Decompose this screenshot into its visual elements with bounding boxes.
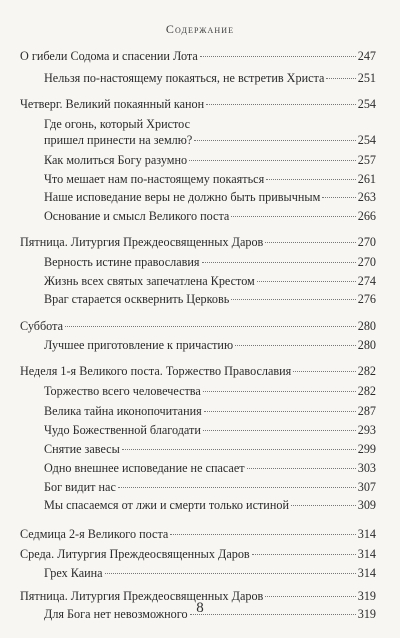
toc-entry [20,98,376,114]
toc-entry-page: 280 [357,319,376,333]
toc-entry-title: Основание и смысл Великого поста [44,209,230,223]
toc-entry-page: 282 [357,384,376,398]
toc-entry-title: Верность истине православия [44,255,200,269]
toc-entry [44,481,376,497]
toc-entry [44,210,376,226]
leader-dots [189,159,356,161]
toc-entry-title: О гибели Содома и спасении Лота [20,49,198,63]
leader-dots [206,103,356,105]
leader-dots [235,344,356,346]
toc-entry-page: 303 [357,461,376,475]
running-head: Содержание [165,22,235,36]
toc-entry-title: Бог видит нас [44,480,116,494]
toc-entry-page: 276 [357,292,376,306]
toc-entry-title: Снятие завесы [44,442,120,456]
leader-dots [65,325,356,327]
leader-dots [265,595,355,597]
toc-entry [44,567,376,583]
toc-entry [20,236,376,252]
toc-entry [44,275,376,291]
toc-entry [44,443,376,459]
leader-dots [170,533,355,535]
leader-dots [291,504,356,506]
toc-entry-title: Одно внешнее исповедание не спасает [44,461,245,475]
toc-entry-title: Наше исповедание веры не должно быть привычным [44,190,321,204]
toc-entry-title: Четверг. Великий покаянный канон [20,97,205,111]
toc-entry-page: 270 [357,235,376,249]
leader-dots [326,77,355,79]
leader-dots [122,448,356,450]
toc-entry [20,320,376,336]
toc-entry-title: Неделя 1-я Великого поста. Торжество Православия [20,364,292,378]
toc-entry-title: Седмица 2-я Великого поста [20,527,169,541]
toc-entry-page: 266 [357,209,376,223]
toc-entry-title: Для Бога нет невозможного [44,607,188,621]
toc-entry-page: 319 [357,607,376,621]
toc-entry-page: 254 [357,133,376,147]
toc-entry [20,528,376,544]
toc-entry-page: 257 [357,153,376,167]
leader-dots [322,196,355,198]
toc-entry [44,154,376,170]
leader-dots [203,429,356,431]
toc-entry-page: 319 [357,589,376,603]
toc-entry [44,173,376,189]
toc-entry [44,499,376,515]
toc-entry [44,339,376,355]
toc-entry [44,405,376,421]
leader-dots [202,261,356,263]
toc-entry [44,134,376,150]
leader-dots [194,139,355,141]
toc-entry-title: Где огонь, который Христос [44,117,190,131]
toc-entry-page: 309 [357,498,376,512]
toc-entry [44,72,376,88]
toc-entry [44,385,376,401]
leader-dots [257,280,356,282]
toc-entry [20,365,376,381]
toc-entry-title: Мы спасаемся от лжи и смерти только истиной [44,498,289,512]
toc-entry [44,462,376,478]
toc-entry-page: 287 [357,404,376,418]
toc-entry-page: 270 [357,255,376,269]
toc-entry-page: 274 [357,274,376,288]
toc-entry-title: Враг старается осквернить Церковь [44,292,230,306]
leader-dots [203,390,356,392]
toc-entry-page: 314 [357,527,376,541]
toc-entry-page: 307 [357,480,376,494]
toc-entry [44,293,376,309]
toc-entry-page: 299 [357,442,376,456]
leader-dots [247,467,356,469]
toc-entry-page: 254 [357,97,376,111]
toc-entry-title: Торжество всего человечества [44,384,201,398]
toc-entry [44,256,376,272]
leader-dots [231,215,355,217]
toc-entry-title: Пятница. Литургия Преждеосвященных Даров [20,235,264,249]
toc-entry-page: 293 [357,423,376,437]
toc-entry-title: Суббота [20,319,63,333]
toc-entry-page: 282 [357,364,376,378]
toc-entry-title: Лучшее приготовление к причастию [44,338,234,352]
toc-entry [20,50,376,66]
toc-entry-title: Грех Каина [44,566,103,580]
toc-entry-title: Как молиться Богу разумно [44,153,188,167]
toc-entry-title: Велика тайна иконопочитания [44,404,202,418]
toc-entry [44,424,376,440]
leader-dots [265,241,355,243]
toc-entry-title: Пятница. Литургия Преждеосвященных Даров [20,589,264,603]
toc-entry-title: Чудо Божественной благодати [44,423,201,437]
toc-entry-title: Нельзя по-настоящему покаяться, не встретив Христа [44,71,325,85]
toc-entry [44,191,376,207]
leader-dots [266,178,356,180]
toc-entry-title: пришел принести на землю? [44,133,193,147]
toc-entry-title: Что мешает нам по-настоящему покаяться [44,172,265,186]
toc-entry-title: Жизнь всех святых запечатлена Крестом [44,274,255,288]
toc-entry [20,548,376,564]
toc-entry-title: Среда. Литургия Преждеосвященных Даров [20,547,250,561]
toc-entry-page: 280 [357,338,376,352]
leader-dots [200,55,356,57]
leader-dots [252,553,356,555]
toc-entry [44,118,376,134]
toc-entry-page: 314 [357,547,376,561]
page-number: 8 [196,600,204,616]
toc-entry-page: 263 [357,190,376,204]
toc-entry-page: 261 [357,172,376,186]
toc-entry-page: 314 [357,566,376,580]
leader-dots [118,486,356,488]
leader-dots [105,572,356,574]
leader-dots [231,298,355,300]
leader-dots [204,410,356,412]
toc-entry-page: 251 [357,71,376,85]
toc-entry-page: 247 [357,49,376,63]
leader-dots [293,370,355,372]
